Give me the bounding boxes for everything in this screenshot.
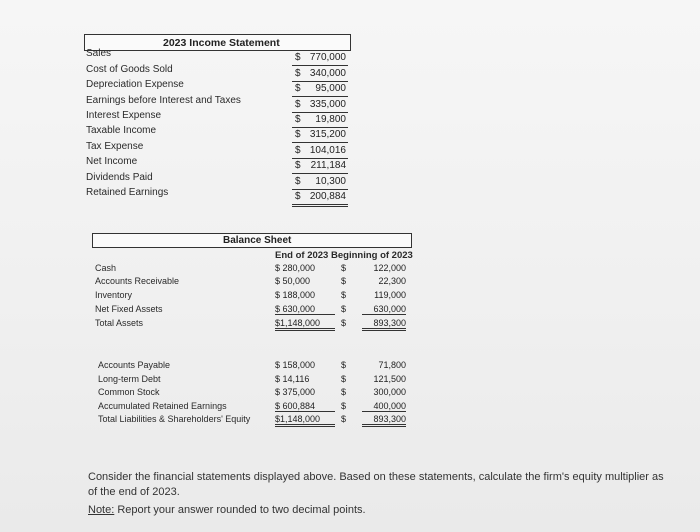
income-row-value: 770,000	[309, 52, 346, 63]
income-row-label: Tax Expense	[86, 141, 144, 152]
income-row-label: Retained Earnings	[86, 187, 169, 198]
currency-symbol: $	[295, 114, 301, 125]
income-row-value-cell	[292, 84, 348, 97]
income-row-value: 340,000	[309, 68, 346, 79]
income-row-value: 95,000	[315, 83, 346, 94]
liability-row-begin-value: 400,000	[362, 401, 406, 412]
income-row-value-cell	[292, 146, 348, 159]
currency-symbol: $	[341, 360, 347, 370]
balance-sheet-title: Balance Sheet	[223, 235, 292, 246]
currency-symbol: $	[295, 176, 301, 187]
currency-symbol: $	[341, 387, 347, 397]
liability-row-begin-value: 71,800	[378, 360, 406, 370]
income-row-value: 335,000	[309, 99, 346, 110]
currency-symbol: $	[341, 304, 347, 314]
income-row-value-cell	[292, 161, 348, 174]
question-text: Consider the financial statements displayed above. Based on these statements, calculate the firm's equity multiplier as of the end of 2023.	[88, 471, 664, 498]
income-row-value-cell	[292, 115, 348, 128]
liability-row-end-value: $1,148,000	[275, 414, 335, 427]
income-row-label: Sales	[86, 48, 112, 59]
liability-row-begin-value: 300,000	[373, 387, 406, 397]
asset-row-label: Net Fixed Assets	[95, 304, 163, 314]
liability-row-label: Accumulated Retained Earnings	[98, 401, 227, 411]
income-row-label: Dividends Paid	[86, 172, 153, 183]
asset-row-begin-value: 893,300	[362, 318, 406, 331]
asset-row-label: Accounts Receivable	[95, 276, 180, 286]
liability-row-begin-value: 121,500	[373, 374, 406, 384]
income-row-value-cell	[292, 192, 348, 207]
income-row-value-cell	[292, 100, 348, 113]
asset-row-end-value: $ 630,000	[275, 304, 335, 315]
balance-sheet-title-box	[92, 233, 412, 248]
income-row-label: Net Income	[86, 156, 138, 167]
income-row-value: 104,016	[309, 145, 346, 156]
asset-row-end-value: $ 188,000	[275, 290, 316, 300]
currency-symbol: $	[295, 160, 301, 171]
liability-row-label: Accounts Payable	[98, 360, 171, 370]
liability-row-label: Common Stock	[98, 387, 160, 397]
liability-row-label: Long-term Debt	[98, 374, 161, 384]
currency-symbol: $	[295, 145, 301, 156]
income-row-value: 200,884	[309, 191, 346, 202]
income-row-value-cell	[292, 53, 348, 66]
income-row-value-cell	[292, 69, 348, 82]
currency-symbol: $	[341, 263, 347, 273]
income-row-label: Earnings before Interest and Taxes	[86, 95, 241, 106]
income-row-label: Cost of Goods Sold	[86, 64, 173, 75]
currency-symbol: $	[295, 68, 301, 79]
income-row-value: 211,184	[310, 160, 346, 171]
currency-symbol: $	[341, 276, 347, 286]
asset-row-begin-value: 119,000	[374, 290, 406, 300]
liability-row-end-value: $ 375,000	[275, 387, 316, 397]
income-row-value: 315,200	[309, 129, 346, 140]
currency-symbol: $	[341, 401, 347, 411]
asset-row-begin-value: 122,000	[373, 263, 406, 273]
currency-symbol: $	[295, 191, 301, 202]
income-row-value-cell	[292, 177, 348, 190]
income-row-value: 10,300	[315, 176, 346, 187]
income-statement-title-box	[84, 34, 351, 51]
currency-symbol: $	[341, 374, 347, 384]
asset-row-begin-value: 630,000	[362, 304, 406, 315]
currency-symbol: $	[341, 290, 347, 300]
liability-row-label: Total Liabilities & Shareholders' Equity	[98, 414, 251, 424]
note-label: Note:	[88, 504, 115, 516]
col-begin-header: Beginning of 2023	[331, 250, 413, 261]
asset-row-end-value: $ 280,000	[275, 263, 316, 273]
asset-row-label: Cash	[95, 263, 117, 273]
currency-symbol: $	[295, 129, 301, 140]
col-end-header: End of 2023	[275, 250, 329, 261]
currency-symbol: $	[341, 318, 347, 328]
currency-symbol: $	[295, 52, 301, 63]
asset-row-end-value: $ 50,000	[275, 276, 311, 286]
income-statement-title: 2023 Income Statement	[163, 37, 280, 49]
income-row-value-cell	[292, 130, 348, 143]
asset-row-label: Inventory	[95, 290, 133, 300]
note-text: Report your answer rounded to two decimal points.	[114, 504, 366, 516]
asset-row-begin-value: 22,300	[378, 276, 406, 286]
asset-row-label: Total Assets	[95, 318, 144, 328]
liability-row-begin-value: 893,300	[362, 414, 406, 427]
currency-symbol: $	[295, 99, 301, 110]
asset-row-end-value: $1,148,000	[275, 318, 335, 331]
currency-symbol: $	[341, 414, 347, 424]
liability-row-end-value: $ 600,884	[275, 401, 335, 412]
income-row-label: Interest Expense	[86, 110, 162, 121]
note-line	[88, 504, 366, 516]
currency-symbol: $	[295, 83, 301, 94]
liability-row-end-value: $ 158,000	[275, 360, 316, 370]
income-row-label: Depreciation Expense	[86, 79, 184, 90]
income-row-label: Taxable Income	[86, 125, 157, 136]
liability-row-end-value: $ 14,116	[275, 374, 310, 384]
income-row-value: 19,800	[315, 114, 346, 125]
